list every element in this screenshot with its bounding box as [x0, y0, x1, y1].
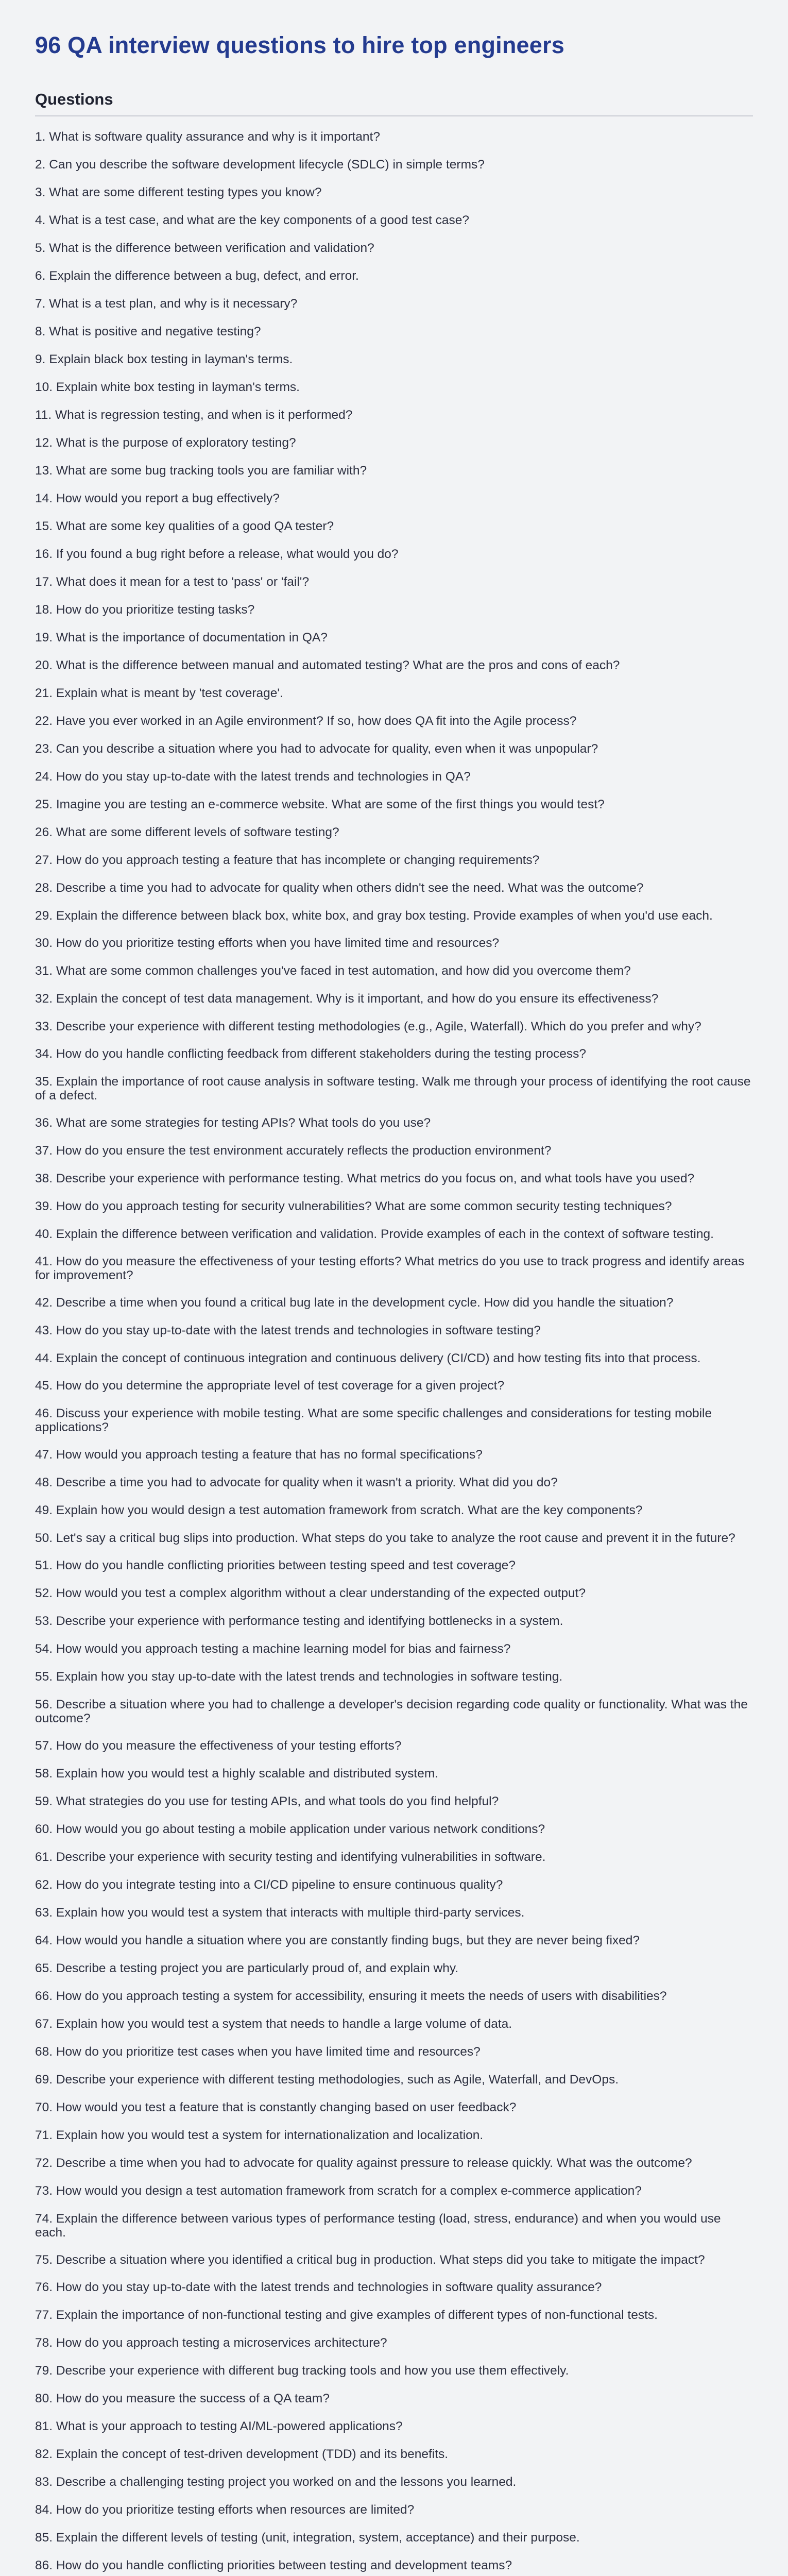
question-item: 52. How would you test a complex algorithm without a clear understanding of the expected output? [35, 1586, 586, 1600]
question-item: 73. How would you design a test automation framework from scratch for a complex e-commerce application? [35, 2184, 642, 2198]
question-item: 85. Explain the different levels of testing (unit, integration, system, acceptance) and their purpose. [35, 2531, 580, 2545]
question-item: 23. Can you describe a situation where you had to advocate for quality, even when it was unpopular? [35, 742, 598, 756]
question-item: 2. Can you describe the software development lifecycle (SDLC) in simple terms? [35, 158, 485, 172]
question-item: 74. Explain the difference between various types of performance testing (load, stress, endurance) and when you would use each. [35, 2212, 721, 2240]
question-item: 77. Explain the importance of non-functional testing and give examples of different types of non-functional tests. [35, 2308, 658, 2322]
question-item: 39. How do you approach testing for security vulnerabilities? What are some common security testing techniques? [35, 1199, 672, 1213]
question-item: 5. What is the difference between verification and validation? [35, 241, 374, 255]
section-divider [35, 115, 753, 116]
question-item: 57. How do you measure the effectiveness of your testing efforts? [35, 1739, 402, 1753]
question-item: 12. What is the purpose of exploratory testing? [35, 436, 296, 450]
question-item: 40. Explain the difference between verification and validation. Provide examples of each in the context of software testing. [35, 1227, 714, 1241]
question-item: 9. Explain black box testing in layman's terms. [35, 352, 293, 366]
question-item: 8. What is positive and negative testing? [35, 325, 261, 338]
question-item: 29. Explain the difference between black box, white box, and gray box testing. Provide examples of when you'd use each. [35, 909, 713, 923]
question-item: 11. What is regression testing, and when is it performed? [35, 408, 353, 422]
question-item: 54. How would you approach testing a machine learning model for bias and fairness? [35, 1642, 511, 1656]
question-item: 64. How would you handle a situation where you are constantly finding bugs, but they are never being fixed? [35, 1934, 640, 1947]
question-item: 79. Describe your experience with different bug tracking tools and how you use them effectively. [35, 2364, 569, 2378]
question-item: 76. How do you stay up-to-date with the latest trends and technologies in software quality assurance? [35, 2280, 602, 2294]
question-item: 41. How do you measure the effectiveness of your testing efforts? What metrics do you use to track progress and identify areas for improvement? [35, 1255, 745, 1282]
question-item: 58. Explain how you would test a highly scalable and distributed system. [35, 1767, 439, 1781]
question-item: 28. Describe a time you had to advocate for quality when others didn't see the need. What was the outcome? [35, 881, 644, 895]
question-item: 68. How do you prioritize test cases when you have limited time and resources? [35, 2045, 481, 2059]
question-item: 48. Describe a time you had to advocate for quality when it wasn't a priority. What did you do? [35, 1476, 558, 1489]
question-item: 69. Describe your experience with different testing methodologies, such as Agile, Waterfall, and DevOps. [35, 2073, 619, 2087]
question-item: 16. If you found a bug right before a release, what would you do? [35, 547, 399, 561]
question-item: 37. How do you ensure the test environment accurately reflects the production environment? [35, 1144, 552, 1158]
question-item: 36. What are some strategies for testing APIs? What tools do you use? [35, 1116, 431, 1130]
question-item: 3. What are some different testing types you know? [35, 185, 322, 199]
question-item: 10. Explain white box testing in layman's terms. [35, 380, 300, 394]
question-item: 81. What is your approach to testing AI/ML-powered applications? [35, 2419, 403, 2433]
question-item: 33. Describe your experience with different testing methodologies (e.g., Agile, Waterfall). Which do you prefer and why? [35, 1020, 701, 1033]
question-list [35, 130, 753, 2576]
page-title: 96 QA interview questions to hire top engineers [35, 32, 564, 58]
question-item: 27. How do you approach testing a feature that has incomplete or changing requirements? [35, 853, 540, 867]
question-item: 4. What is a test case, and what are the key components of a good test case? [35, 213, 470, 227]
question-item: 63. Explain how you would test a system that interacts with multiple third-party services. [35, 1906, 525, 1920]
question-item: 44. Explain the concept of continuous integration and continuous delivery (CI/CD) and how testing fits into that process. [35, 1351, 701, 1365]
question-item: 47. How would you approach testing a feature that has no formal specifications? [35, 1448, 483, 1462]
section-title: Questions [35, 90, 113, 108]
question-item: 13. What are some bug tracking tools you are familiar with? [35, 464, 367, 478]
question-item: 59. What strategies do you use for testing APIs, and what tools do you find helpful? [35, 1794, 499, 1808]
question-item: 50. Let's say a critical bug slips into production. What steps do you take to analyze the root cause and prevent it in the future? [35, 1531, 735, 1545]
question-item: 49. Explain how you would design a test automation framework from scratch. What are the key components? [35, 1503, 643, 1517]
question-item: 7. What is a test plan, and why is it necessary? [35, 297, 298, 311]
question-item: 1. What is software quality assurance and why is it important? [35, 130, 380, 144]
question-item: 42. Describe a time when you found a critical bug late in the development cycle. How did you handle the situation? [35, 1296, 674, 1310]
question-item: 25. Imagine you are testing an e-commerce website. What are some of the first things you would test? [35, 798, 605, 811]
question-item: 32. Explain the concept of test data management. Why is it important, and how do you ensure its effectiveness? [35, 992, 659, 1006]
question-item: 84. How do you prioritize testing efforts when resources are limited? [35, 2503, 415, 2517]
question-item: 62. How do you integrate testing into a CI/CD pipeline to ensure continuous quality? [35, 1878, 503, 1892]
question-item: 20. What is the difference between manual and automated testing? What are the pros and cons of each? [35, 658, 620, 672]
question-item: 55. Explain how you stay up-to-date with the latest trends and technologies in software testing. [35, 1670, 563, 1684]
question-item: 66. How do you approach testing a system for accessibility, ensuring it meets the needs of users with disabilities? [35, 1989, 667, 2003]
question-item: 70. How would you test a feature that is constantly changing based on user feedback? [35, 2100, 517, 2114]
question-item: 35. Explain the importance of root cause analysis in software testing. Walk me through your process of identifying the root cause of a defect. [35, 1075, 751, 1103]
question-item: 14. How would you report a bug effectively? [35, 492, 280, 505]
question-item: 22. Have you ever worked in an Agile environment? If so, how does QA fit into the Agile process? [35, 714, 577, 728]
question-item: 51. How do you handle conflicting priorities between testing speed and test coverage? [35, 1558, 516, 1572]
question-item: 78. How do you approach testing a microservices architecture? [35, 2336, 387, 2350]
question-item: 46. Discuss your experience with mobile testing. What are some specific challenges and considerations for testing mobile applications? [35, 1406, 712, 1434]
question-item: 83. Describe a challenging testing project you worked on and the lessons you learned. [35, 2475, 517, 2489]
question-item: 6. Explain the difference between a bug, defect, and error. [35, 269, 359, 283]
question-item: 38. Describe your experience with performance testing. What metrics do you focus on, and what tools have you used? [35, 1172, 695, 1185]
question-item: 71. Explain how you would test a system for internationalization and localization. [35, 2128, 484, 2142]
question-item: 15. What are some key qualities of a good QA tester? [35, 519, 334, 533]
question-item: 18. How do you prioritize testing tasks? [35, 603, 255, 617]
question-item: 30. How do you prioritize testing efforts when you have limited time and resources? [35, 936, 500, 950]
question-item: 65. Describe a testing project you are particularly proud of, and explain why. [35, 1961, 459, 1975]
question-item: 61. Describe your experience with security testing and identifying vulnerabilities in software. [35, 1850, 546, 1864]
question-item: 80. How do you measure the success of a QA team? [35, 2392, 330, 2405]
question-item: 24. How do you stay up-to-date with the latest trends and technologies in QA? [35, 770, 471, 784]
question-item: 60. How would you go about testing a mobile application under various network conditions? [35, 1822, 545, 1836]
question-item: 56. Describe a situation where you had to challenge a developer's decision regarding code quality or functionality. What was the outcome? [35, 1698, 748, 1725]
question-item: 86. How do you handle conflicting priorities between testing and development teams? [35, 2558, 512, 2572]
question-item: 53. Describe your experience with performance testing and identifying bottlenecks in a system. [35, 1614, 563, 1628]
question-item: 72. Describe a time when you had to advocate for quality against pressure to release quickly. What was the outcome? [35, 2156, 692, 2170]
question-item: 19. What is the importance of documentation in QA? [35, 631, 328, 645]
question-item: 45. How do you determine the appropriate level of test coverage for a given project? [35, 1379, 505, 1393]
question-item: 21. Explain what is meant by 'test coverage'. [35, 686, 283, 700]
question-item: 82. Explain the concept of test-driven development (TDD) and its benefits. [35, 2447, 449, 2461]
question-item: 34. How do you handle conflicting feedback from different stakeholders during the testing process? [35, 1047, 587, 1061]
question-item: 43. How do you stay up-to-date with the latest trends and technologies in software testing? [35, 1324, 541, 1337]
question-item: 31. What are some common challenges you've faced in test automation, and how did you overcome them? [35, 964, 631, 978]
question-item: 26. What are some different levels of software testing? [35, 825, 339, 839]
question-item: 17. What does it mean for a test to 'pass' or 'fail'? [35, 575, 310, 589]
question-item: 75. Describe a situation where you identified a critical bug in production. What steps did you take to mitigate the impact? [35, 2253, 705, 2267]
question-item: 67. Explain how you would test a system that needs to handle a large volume of data. [35, 2017, 512, 2031]
